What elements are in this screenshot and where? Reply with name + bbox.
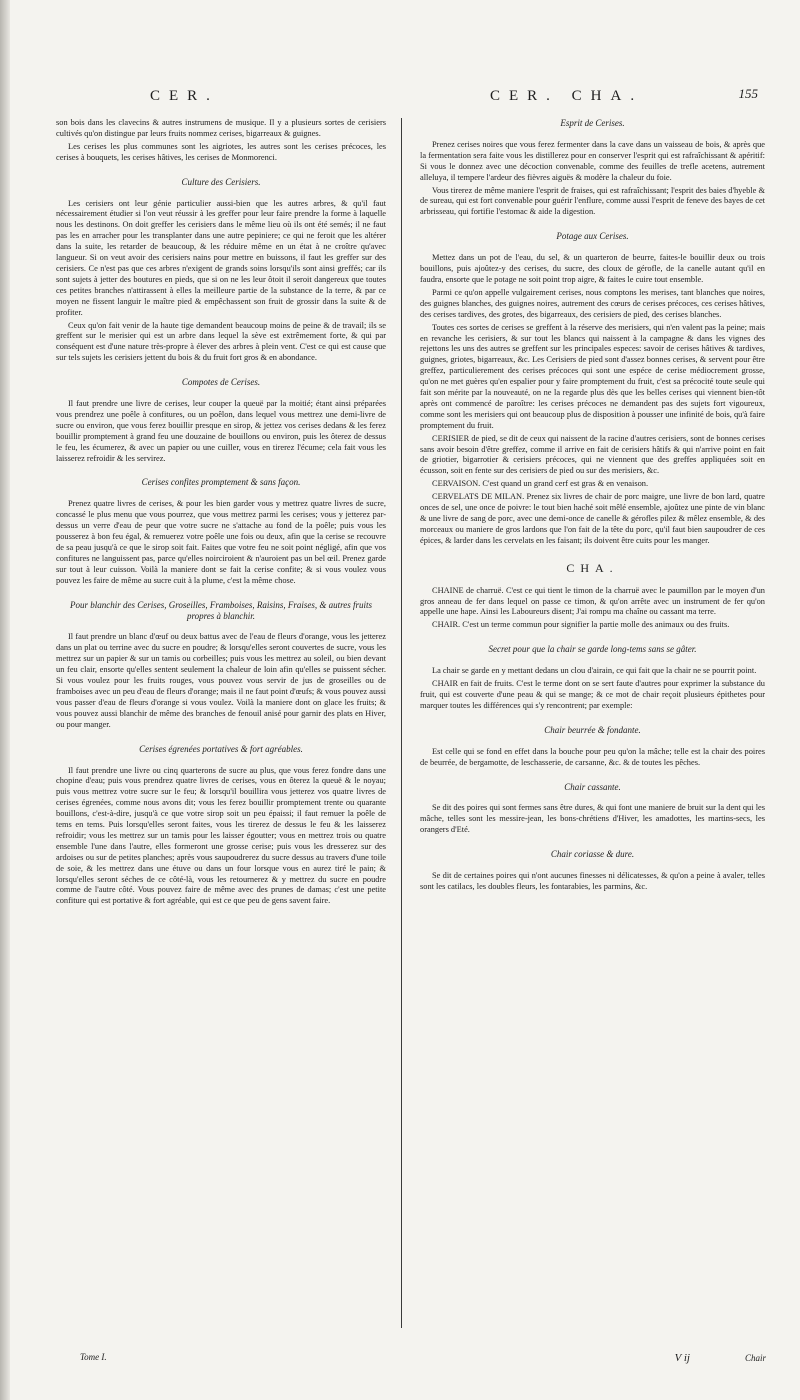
- paragraph: Se dit des poires qui sont fermes sans être dures, & qui font une maniere de bruit sur la dent qui les mâche, telles sont les messire-jean, les bons-chrétiens d'Hiver, les amadottes, les martins-secs, les orangers d'Eté.: [420, 803, 765, 835]
- section-heading-cha: CHA.: [566, 560, 619, 575]
- volume-mark: Tome I.: [80, 1352, 107, 1362]
- page-number: 155: [738, 86, 758, 101]
- catchword: Chair: [744, 1353, 766, 1363]
- paragraph: Se dit de certaines poires qui n'ont aucunes finesses ni délicatesses, & qu'on a peine à avaler, telles sont les catilacs, les doubles fleurs, les fontarabies, les parmins, &c.: [420, 871, 765, 891]
- column-rule: [401, 118, 402, 1328]
- paragraph: Les cerisiers ont leur génie particulier aussi-bien que les autres arbres, & qu'il faut nécessairement étudier si l'on veut réussir à les greffer pour leur faire prendre la forme à laquelle nous les destinons. On doit greffer les cerisiers dans le même lieu où ils ont été semés; il ne faut pas les en arracher pour les transplanter dans une autre pepiniere; ce qui ne feroit que les altérer dans la suite, les retarder de beaucoup, & les réduire même en un état à ne croître qu'avec langueur. Si on veut avoir des cerisiers nains pour mettre en buissons, il faut les greffer sur des cerisiers. Ce n'est pas que ces arbres n'exigent de grands soins lorsqu'ils sont ainsi greffés; car ils sont sujets à jetter des boutures en pieds, que si on ne les leur ôtoit il seroit dangereux que toutes ces petites branches n'attirassent à elles la meilleure partie de la substance de la terre, & par ce moyen ne fissent languir le maître pied & empêchassent son fruit de grossir dans la suite & de profiter.: [56, 198, 386, 317]
- subheading-secret: Secret pour que la chair se garde long-tems sans se gâter.: [488, 644, 697, 655]
- paragraph: CHAIR en fait de fruits. C'est le terme dont on se sert faute d'autres pour exprimer la substance du fruit, qui est couverte d'une peau & qui se mange; & ce mot de chair reçoit plusieurs épithetes pour marquer toutes les différences qui s'y rencontrent; par exemple:: [420, 679, 765, 710]
- subheading-egrenees: Cerises égrenées portatives & fort agréables.: [139, 743, 303, 754]
- paragraph: CERVELATS DE MILAN. Prenez six livres de chair de porc maigre, une livre de bon lard, quatre onces de sel, une once de poivre: le tout bien haché soit mêlé ensemble, ajoûtez une pinte de vin blanc & une livre de sang de porc, avec une demi-once de canelle & gérofles pilez & mêlez ensemble, & des morceaux ou maniere de gros lardons que l'on fait de la tête du porc, qu'il faut bien saupoudrer de ces épices, & larder dans les cervelats en les faisant; ils doivent être cuits pour les manger.: [420, 492, 765, 545]
- paragraph: La chair se garde en y mettant dedans un clou d'airain, ce qui fait que la chair ne se pourrit point.: [432, 666, 757, 676]
- paragraph: son bois dans les clavecins & autres instrumens de musique. Il y a plusieurs sortes de cerisiers cultivés qu'on distingue par leurs fruits nommez cerises, bigarreaux & guignes.: [56, 118, 386, 138]
- paragraph: Ceux qu'on fait venir de la haute tige demandent beaucoup moins de peine & de travail; ils se greffent sur le merisier qui est un arbre dans lequel la sève est extrêmement forte, & qui par conséquent est d'une nature très-propre à élever des arbres à plein vent. C'est ce qui est cause que sur tels sujets les cerisiers jettent du bois & du fruit fort gros & en abondance.: [56, 320, 386, 363]
- subheading-compotes: Compotes de Cerises.: [181, 377, 261, 388]
- subheading-esprit: Esprit de Cerises.: [560, 118, 625, 128]
- subheading-potage: Potage aux Cerises.: [556, 231, 629, 242]
- paragraph: CHAINE de charruë. C'est ce qui tient le timon de la charruë avec le paumillon par le moyen d'un gros anneau de fer dans lequel on passe ce timon, & qu'on arrête avec un instrument de fer qu'on appelle une hape. Ainsi les Laboureurs disent; J'ai rompu ma chaîne ou cassant ma terre.: [420, 585, 765, 617]
- signature-mark: V ij: [674, 1352, 690, 1364]
- paragraph: Les cerises les plus communes sont les aigriotes, les autres sont les cerises précoces, les cerises à bouquets, les cerises hâtives, les cerises de Monmorenci.: [56, 141, 386, 162]
- subheading-coriasse: Chair coriasse & dure.: [550, 849, 635, 860]
- subheading-beurree: Chair beurrée & fondante.: [544, 724, 641, 735]
- paragraph: Vous tirerez de même maniere l'esprit de fraises, qui est rafraîchissant; l'esprit des baies d'hyeble & de sureau, qui est fort convenable pour guérir l'enflure, comme aussi l'esprit de feneve des bayes de cet arbrisseau, qui fortifie l'estomac & aide la digestion.: [420, 185, 765, 217]
- running-head-left: CER.: [150, 88, 219, 104]
- paragraph: Mettez dans un pot de l'eau, du sel, & un quarteron de beurre, faites-le bouillir deux ou trois bouillons, puis ajoûtez-y des cerises, du sucre, des cloux de gérofle, de la canelle autant qu'il en faudra, ensorte que le potage ne soit point trop aigre, & faites le cuire tout ensemble.: [420, 253, 765, 284]
- subheading-cassante: Chair cassante.: [564, 781, 621, 792]
- paragraph: Toutes ces sortes de cerises se greffent à la réserve des merisiers, qui n'en valent pas la peine; mais en revanche les cerisiers, & sur tout les blancs qui naissent à la campagne & dans les vignes des rejettons les uns des autres se greffent sur les principales especes: savoir de cerises hâtives & tardives, guignes, griotes, bigarreaux, &c. Les Cerisiers de pied sont d'assez bonnes cerises, & servent pour être greffez, particulierement des cerises précoces qui sont une espéce de cerise médiocrement grosse, qu'on ne met guères qu'en espalier pour y faire promptement du fruit, c'est sa précocité toute seule qui fait son mérite par la nouveauté, on ne la regarde plus dès que les belles cerises qui viennent bien-tôt après ont commencé de paroître: les cerises précoces ne demandent pas des sujets fort vigoureux, comme sont les merisiers qui ont beaucoup plus de disposition à pousser une infinité de bois, qu'à faire promptement du fruit.: [420, 322, 765, 430]
- subheading-blanchir: Pour blanchir des Cerises, Groseilles, Framboises, Raisins, Fraises, & autres fruits propres à blanchir.: [69, 599, 373, 621]
- paragraph: Il faut prendre un blanc d'œuf ou deux battus avec de l'eau de fleurs d'orange, vous les jetterez dans un plat ou terrine avec du sucre en poudre; & lorsqu'elles seront couvertes de sucre, vous les mettrez sur un papier & sur un tamis ou corbeilles; puis vous les mettrez au soleil, ou bien devant un feu clair, ensorte qu'elles sentent seulement la chaleur de loin afin qu'elles se puissent sécher. Si vous voulez pour les fruits rouges, vous pouvez vous servir de jus de groseilles ou de framboises avec un peu d'eau de fleurs d'orange; mais il ne faut point d'œufs; & vous pouvez aussi vous passer d'eau de fleurs d'orange si vous voulez. Voilà la maniere dont on glace les fruits; & vous pouvez aussi blanchir de même des branches de fenouil anisé pour garnir des plats en Hiver, ou pour manger.: [56, 632, 386, 729]
- paragraph: Prenez cerises noires que vous ferez fermenter dans la cave dans un vaisseau de bois, & après que la fermentation sera faite vous les distillerez pour en conserver l'esprit qui est rafraîchissant & apéritif: Si vous le donnez avec une décoction convenable, comme des feuilles de trefle acetens, autrement alleluya, il tempere l'ardeur des fièvres aiguës & modère la chaleur du foie.: [420, 139, 765, 182]
- paragraph: Parmi ce qu'on appelle vulgairement cerises, nous comptons les merises, tant blanches que noires, des guignes blanches, des guignes noires, autrement des cœurs de cerises précoces, ces cerises hâtives, des cerises tardives, des grotes, des bigarreaux, des cerisiers de pied, des cerises blanches.: [420, 287, 765, 319]
- paragraph: CHAIR. C'est un terme commun pour signifier la partie molle des animaux ou des fruits.: [432, 620, 730, 630]
- subheading-culture: Culture des Cerisiers.: [181, 176, 261, 187]
- right-column: [420, 118, 765, 895]
- paragraph: CERISIER de pied, se dit de ceux qui naissent de la racine d'autres cerisiers, sont de bonnes cerises sans avoir besoin d'être greffez, comme il arrive en fait de cerisiers hâtifs & qui n'arrive point en fait de griotier, bigarrotier & cerisiers précoces, qui ne viennent que des greffes appliquées soit en écusson, soit en fente sur des cerisiers de pied ou sur des merisiers, &c.: [420, 433, 765, 476]
- paragraph: Il faut prendre une livre ou cinq quarterons de sucre au plus, que vous ferez fondre dans une chopine d'eau; puis vous prendrez quatre livres de cerises, vous en ôterez la queuë & le noyau; puis vous mettrez votre sucre sur le feu; & lorsqu'il bouillira vous jetterez vos quatre livres de cerises égrenées, comme nous avons dit; vous les ferez bouillir promptement trente ou quarante bouillons, c'est-à-dire, jusqu'à ce que votre sirop soit un peu épaissi; il faut remuer la poêle de tems en tems. Puis lorsqu'elles seront faites, vous les tirerez de dessus le feu & les laisserez refroidir; vous les mettrez sur un tamis pour les laisser égoutter; vous en mettrez trois ou quatre ensemble l'une dans l'autre, elles formeront une grosse cerise; puis vous les dresserez sur des ardoises ou sur de petites planches; après vous saupoudrerez du sucre dessus au travers d'une toile de soie, & les mettrez dans une étuve ou dans un four lorsque vous en aurez tiré le pain; & lorsqu'elles seront séches de ce côté-là, vous les retournerez & y mettrez du sucre en poudre comme de l'autre côté. Vous pouvez faire de même avec des prunes de damas; c'est une petite confiture qui est portative & fort agréable, qui est ce que peu de gens savent faire.: [56, 765, 386, 906]
- paragraph: Il faut prendre une livre de cerises, leur couper la queuë par la moitié; étant ainsi préparées vous prendrez une poêle à confitures, ou un poêlon, dans lequel vous mettrez une demi-livre de sucre ou environ, que vous ferez bouillir presque en sirop, & jettez vos cerises dedans & les ferez bouillir promptement à grand feu une douzaine de bouillons ou environ, puis les ôterez de dessus le feu, les écumerez, & avec un papier ou une cuiller, vous en tirerez l'écume; cela fait vous les laisserez refroidir & les servirez.: [56, 399, 386, 463]
- paragraph: Prenez quatre livres de cerises, & pour les bien garder vous y mettrez quatre livres de sucre, concassé le plus menu que vous pourrez, que vous mettrez parmi les cerises; vous y jetterez par-dessus un verre d'eau de peur que votre sucre ne s'attache au fond de la poêle; puis vous les pousserez à bon feu égal, & remuerez votre poêle une fois ou deux, afin que la cerise se recouvre de sa peau jusqu'à ce que le sirop soit fait. Faites que votre feu ne soit point négligé, afin que vos confitures ne languissent pas, parce qu'elles noirciroient & n'auroient pas un bel œil. Prenez garde sur tout à leur cuisson. Voilà la maniere dont se fait la cerise confite; & si vous voulez vous pouvez les faire de même au sucre cuit à la plume, c'est la même chose.: [56, 499, 386, 585]
- paragraph: CERVAISON. C'est quand un grand cerf est gras & en venaison.: [432, 479, 649, 489]
- subheading-confites: Cerises confites promptement & sans façon.: [141, 477, 301, 488]
- paragraph: Est celle qui se fond en effet dans la bouche pour peu qu'on la mâche; telle est la chair des poires de beurrée, de bergamotte, de leschasserie, de carsanne, &c. & de toutes les pêches.: [420, 746, 765, 767]
- left-column: [56, 118, 386, 909]
- running-head-right: CER. CHA.: [490, 88, 644, 104]
